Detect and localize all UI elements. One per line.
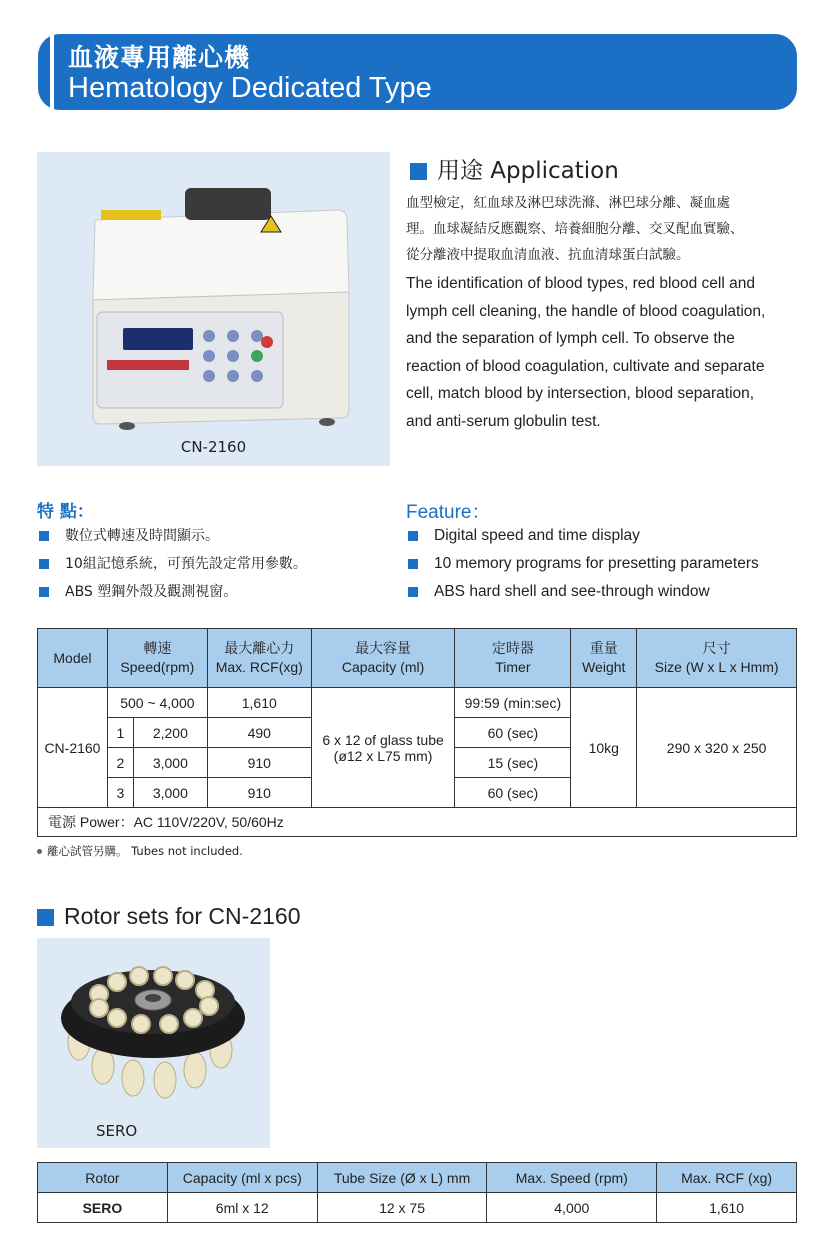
square-bullet-icon — [408, 531, 418, 541]
list-item: Digital speed and time display — [406, 522, 759, 550]
speed-cell: 3,000 — [133, 778, 207, 808]
speed-cell: 2,200 — [133, 718, 207, 748]
weight-cell: 10kg — [571, 688, 637, 808]
rcf-cell: 910 — [207, 778, 311, 808]
rotor-caption: SERO — [96, 1122, 138, 1140]
list-item: 10 memory programs for presetting parameters — [406, 550, 759, 578]
banner-divider — [50, 34, 54, 110]
list-item: ABS 塑鋼外殼及觀測視窗。 — [37, 578, 307, 606]
table-header-row — [38, 629, 797, 688]
rotor-table — [37, 1162, 797, 1223]
square-bullet-icon — [408, 587, 418, 597]
power-cell: 電源 Power：AC 110V/220V, 50/60Hz — [38, 808, 797, 837]
features-title-zh: 特 點： — [37, 502, 94, 522]
header-capacity: 最大容量 Capacity (ml) — [311, 629, 455, 688]
spec-table — [37, 628, 797, 837]
power-row — [38, 808, 797, 837]
program-cell: 3 — [107, 778, 133, 808]
timer-cell: 15 (sec) — [455, 748, 571, 778]
square-bullet-icon — [39, 559, 49, 569]
bullet-dot-icon — [37, 849, 42, 854]
header-weight: 重量 Weight — [571, 629, 637, 688]
application-heading: 用途 Application — [410, 152, 619, 185]
header-timer: 定時器 Timer — [455, 629, 571, 688]
max-speed-cell: 4,000 — [487, 1193, 657, 1223]
program-cell: 2 — [107, 748, 133, 778]
table-header-row — [38, 1163, 797, 1193]
application-text-zh: 血型檢定，紅血球及淋巴球洗滌、淋巴球分離、凝血處 理。血球凝結反應觀察、培養細胞分離、交叉配血實驗、 從分離液中提取血清血液、抗血清球蛋白試驗。 — [406, 195, 744, 263]
timer-cell: 99:59 (min:sec) — [455, 688, 571, 718]
product-photo — [37, 152, 390, 466]
square-bullet-icon — [39, 531, 49, 541]
square-bullet-icon — [39, 587, 49, 597]
rotor-photo — [37, 938, 270, 1148]
speed-cell: 3,000 — [133, 748, 207, 778]
rotor-cell: SERO — [38, 1193, 168, 1223]
application-text-en: The identification of blood types, red blood cell and lymph cell cleaning, the handle of blood coagulation, and the separation of lymph cell. To observe the reaction of blood coagulation, cultivate and separate cell, match blood by intersection, blood separation, and anti-serum globulin test. — [406, 275, 766, 430]
timer-cell: 60 (sec) — [455, 778, 571, 808]
model-cell: CN-2160 — [38, 688, 108, 808]
capacity-cell: 6 x 12 of glass tube (ø12 x L75 mm) — [311, 688, 455, 808]
capacity-cell: 6ml x 12 — [167, 1193, 317, 1223]
list-item: 10組記憶系統，可預先設定常用參數。 — [37, 550, 307, 578]
features-list-zh — [37, 522, 307, 606]
centrifuge-illustration — [37, 152, 390, 466]
timer-cell: 60 (sec) — [455, 718, 571, 748]
table-row — [38, 688, 797, 718]
list-item: 數位式轉速及時間顯示。 — [37, 522, 307, 550]
rcf-cell: 490 — [207, 718, 311, 748]
page-title-zh: 血液專用離心機 — [68, 43, 251, 72]
header-rcf: 最大離心力 Max. RCF(xg) — [207, 629, 311, 688]
max-rcf-cell: 1,610 — [657, 1193, 797, 1223]
tube-size-cell: 12 x 75 — [317, 1193, 487, 1223]
header-capacity: Capacity (ml x pcs) — [167, 1163, 317, 1193]
page-title-en: Hematology Dedicated Type — [68, 72, 432, 104]
header-tube-size: Tube Size (Ø x L) mm — [317, 1163, 487, 1193]
header-rotor: Rotor — [38, 1163, 168, 1193]
rcf-cell: 1,610 — [207, 688, 311, 718]
header-speed: 轉速 Speed(rpm) — [107, 629, 207, 688]
section-bullet-icon — [410, 163, 427, 180]
table-row — [38, 1193, 797, 1223]
header-max-rcf: Max. RCF (xg) — [657, 1163, 797, 1193]
rotor-illustration — [37, 938, 270, 1148]
rcf-cell: 910 — [207, 748, 311, 778]
header-max-speed: Max. Speed (rpm) — [487, 1163, 657, 1193]
footnote: 離心試管另購。 Tubes not included. — [37, 843, 243, 859]
features-title-en: Feature： — [406, 502, 491, 523]
square-bullet-icon — [408, 559, 418, 569]
list-item: ABS hard shell and see-through window — [406, 578, 759, 606]
rotor-heading: Rotor sets for CN-2160 — [37, 903, 300, 930]
program-cell: 1 — [107, 718, 133, 748]
size-cell: 290 x 320 x 250 — [637, 688, 797, 808]
features-list-en — [406, 522, 759, 606]
section-bullet-icon — [37, 909, 54, 926]
product-caption: CN-2160 — [180, 438, 247, 456]
header-model: Model — [38, 629, 108, 688]
header-size: 尺寸 Size (W x L x Hmm) — [637, 629, 797, 688]
speed-cell: 500 ~ 4,000 — [107, 688, 207, 718]
